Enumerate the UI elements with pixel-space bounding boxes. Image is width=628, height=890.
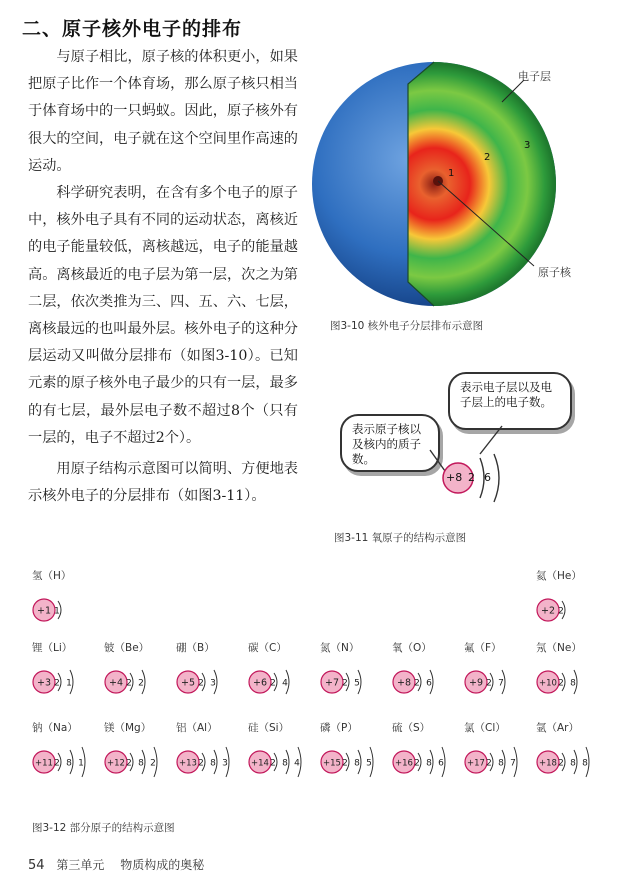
atom-shell-count: 2	[486, 678, 492, 689]
atom-shell-count: 2	[126, 678, 132, 689]
label-nucleus: 原子核	[538, 266, 571, 279]
atom-name: 锂（Li）	[32, 642, 73, 654]
atom-nucleus-label: +16	[395, 758, 413, 769]
oxygen-shell-2-count: 6	[484, 471, 491, 484]
atom-shell-count: 8	[138, 758, 144, 769]
atom-shell-count: 2	[558, 678, 564, 689]
figure-3-10-caption: 图3-10 核外电子分层排布示意图	[330, 320, 484, 332]
atom-structure-diagram	[536, 660, 598, 704]
atom-shell-count: 8	[570, 758, 576, 769]
atom-shell-count: 5	[366, 758, 372, 769]
atom-name: 氮（N）	[320, 642, 360, 654]
atom-structure-diagram	[320, 660, 382, 704]
atom-shell-count: 6	[438, 758, 444, 769]
atom-shell-count: 2	[126, 758, 132, 769]
atom-shell-count: 2	[486, 758, 492, 769]
page-number: 54	[28, 858, 45, 873]
atom-structure-diagram	[32, 588, 82, 632]
atom-nucleus-label: +12	[107, 758, 125, 769]
atom-structure-diagram	[104, 740, 178, 784]
atom-shell-count: 2	[150, 758, 156, 769]
atom-shell-count: 2	[54, 678, 60, 689]
atom-nucleus-label: +5	[180, 677, 196, 689]
atom-shell-count: 1	[54, 606, 60, 617]
atom-nucleus-label: +14	[251, 758, 269, 769]
atom-structure-diagram	[248, 740, 322, 784]
atom-nucleus-label: +13	[179, 758, 197, 769]
page-footer	[28, 856, 204, 873]
atom-nucleus-label: +18	[539, 758, 557, 769]
atom-structure-diagram	[464, 660, 526, 704]
atom-name: 硼（B）	[176, 642, 215, 654]
atom-nucleus-label: +15	[323, 758, 341, 769]
atom-nucleus-label: +3	[36, 677, 52, 689]
atom-structure-diagram	[320, 740, 394, 784]
atom-shell-count: 2	[198, 758, 204, 769]
atom-name: 氖（Ne）	[536, 642, 582, 654]
atom-shell-count: 7	[498, 678, 504, 689]
atom-shell-count: 2	[342, 758, 348, 769]
section-heading: 二、原子核外电子的排布	[22, 18, 243, 40]
atom-structure-diagram	[176, 740, 250, 784]
atom-structure-diagram	[176, 660, 238, 704]
atom-shell-count: 1	[66, 678, 72, 689]
atom-nucleus-label: +8	[396, 677, 412, 689]
atom-name: 铝（Al）	[176, 722, 218, 734]
paragraph-structure-diagram: 用原子结构示意图可以简明、方便地表示核外电子的分层排布（如图3-11）。	[28, 461, 298, 505]
atom-structure-diagram	[32, 660, 94, 704]
atom-shell-count: 2	[414, 758, 420, 769]
atom-shell-count: 2	[270, 678, 276, 689]
atom-structure-diagram	[392, 660, 454, 704]
atom-shell-count: 8	[354, 758, 360, 769]
atom-structure-diagram	[248, 660, 310, 704]
atom-shell-count: 2	[138, 678, 144, 689]
atom-nucleus-label: +6	[252, 677, 268, 689]
atom-shell-count: 8	[582, 758, 588, 769]
paragraph-nucleus-size: 与原子相比，原子核的体积更小，如果把原子比作一个体育场，那么原子核只相当于体育场中的一只蚂蚁。因此，原子核外有很大的空间，电子就在这个空间里作高速的运动。	[28, 49, 298, 174]
atom-shell-count: 8	[210, 758, 216, 769]
atom-name: 氧（O）	[392, 642, 432, 654]
atom-name: 铍（Be）	[104, 642, 150, 654]
atom-structure-diagram	[536, 740, 610, 784]
layer-number-3: 3	[524, 140, 531, 151]
paragraph-electron-layers: 科学研究表明，在含有多个电子的原子中，核外电子具有不同的运动状态，离核近的电子能量较低，离核越远，电子的能量越高。离核最近的电子层为第一层，次之为第二层，依次类推为三、四、五、六、七层，离核最远的也叫最外层。核外电子的这种分层运动又叫做分层排布（如图3-10）。已知元素的原子核外电子最少的只有一层，最多的有七层，最外层电子数不超过8个（只有一层的，电子不超过2个）。	[28, 185, 298, 446]
atom-nucleus-label: +7	[324, 677, 340, 689]
oxygen-nucleus-label: +8	[446, 471, 463, 484]
atom-shell-count: 7	[510, 758, 516, 769]
figure-3-12-caption: 图3-12 部分原子的结构示意图	[32, 822, 175, 834]
atom-structure-diagram	[392, 740, 466, 784]
atom-shell-count: 2	[558, 758, 564, 769]
atom-shell-count: 2	[414, 678, 420, 689]
atom-name: 氩（Ar）	[536, 722, 579, 734]
atom-structure-diagram	[464, 740, 538, 784]
atom-structure-diagram	[104, 660, 166, 704]
atom-name: 氦（He）	[536, 570, 582, 582]
atom-shell-count: 6	[426, 678, 432, 689]
atom-name: 磷（P）	[320, 722, 358, 734]
atom-name: 氢（H）	[32, 570, 72, 582]
atom-shell-count: 8	[282, 758, 288, 769]
atom-name: 碳（C）	[248, 642, 287, 654]
atom-shell-count: 1	[78, 758, 84, 769]
figure-3-11-caption: 图3-11 氧原子的结构示意图	[334, 532, 467, 544]
atom-nucleus-label: +1	[36, 605, 52, 617]
atom-shell-count: 5	[354, 678, 360, 689]
atom-name: 钠（Na）	[32, 722, 78, 734]
atom-name: 硫（S）	[392, 722, 431, 734]
atom-shell-count: 3	[210, 678, 216, 689]
atom-nucleus-label: +10	[539, 678, 557, 689]
atom-nucleus-label: +11	[35, 758, 53, 769]
atom-shell-count: 4	[294, 758, 300, 769]
atom-shell-count: 2	[342, 678, 348, 689]
atom-structure-diagram	[536, 588, 586, 632]
atom-shell-count: 2	[270, 758, 276, 769]
atom-nucleus-label: +9	[468, 677, 484, 689]
atom-shell-count: 2	[54, 758, 60, 769]
atom-shell-count: 8	[426, 758, 432, 769]
atom-name: 氯（Cl）	[464, 722, 506, 734]
oxygen-shell-1-count: 2	[468, 471, 475, 484]
layer-number-2: 2	[484, 152, 491, 163]
atom-shell-count: 3	[222, 758, 228, 769]
footer-unit-title: 物质构成的奥秘	[120, 858, 205, 872]
atom-shell-count: 8	[498, 758, 504, 769]
atom-nucleus-label: +17	[467, 758, 485, 769]
atom-nucleus-label: +2	[540, 605, 556, 617]
atom-shell-count: 2	[198, 678, 204, 689]
atom-structure-diagram	[32, 740, 106, 784]
atom-shell-count: 4	[282, 678, 288, 689]
layer-number-1: 1	[448, 168, 455, 179]
atom-nucleus-label: +4	[108, 677, 124, 689]
bubble-nucleus-note: 表示原子核以及核内的质子数。	[340, 414, 440, 472]
label-electron-shell: 电子层	[518, 70, 551, 83]
atom-shell-count: 2	[558, 606, 564, 617]
atom-shell-count: 8	[570, 678, 576, 689]
bubble-electron-shell-note: 表示电子层以及电子层上的电子数。	[448, 372, 572, 430]
atom-shell-count: 8	[66, 758, 72, 769]
atom-name: 硅（Si）	[248, 722, 290, 734]
atom-name: 氟（F）	[464, 642, 502, 654]
atom-name: 镁（Mg）	[104, 722, 152, 734]
footer-unit: 第三单元	[56, 858, 105, 872]
